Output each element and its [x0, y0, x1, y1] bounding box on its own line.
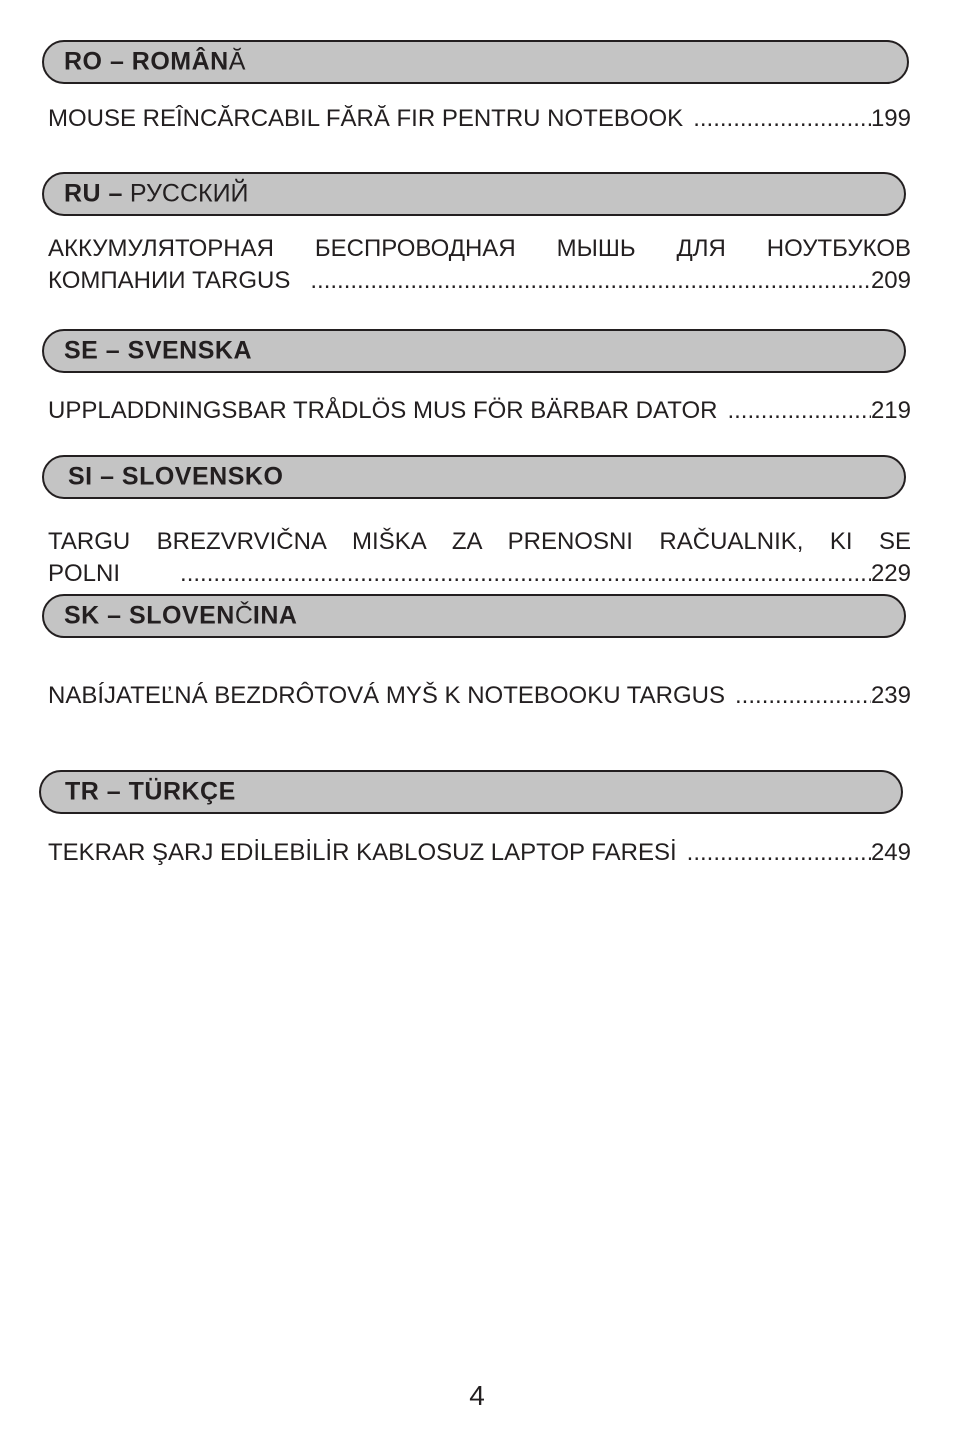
leader-dots — [310, 265, 871, 297]
toc-title-cont: POLNI — [48, 560, 121, 587]
leader-dots — [687, 837, 871, 869]
toc-page: 229 — [870, 560, 911, 587]
leader-dots — [735, 680, 871, 712]
section-header-tr — [39, 770, 903, 814]
toc-title-cont: КОМПАНИИ TARGUS — [48, 267, 291, 294]
toc-page: 239 — [870, 682, 911, 709]
toc-title: TARGU BREZVRVIČNA MIŠKA ZA PRENOSNI RAČUALNIK, KI SE — [48, 528, 911, 555]
toc-title: TEKRAR ŞARJ EDİLEBİLİR KABLOSUZ LAPTOP FARESİ — [48, 839, 677, 866]
section-code-sk-char: Č — [234, 601, 253, 630]
toc-entry-ro[interactable] — [48, 103, 911, 135]
toc-entry-sk[interactable] — [48, 680, 911, 712]
section-code-ru-name: РУССКИЙ — [122, 179, 249, 208]
toc-title: MOUSE REÎNCĂRCABIL FĂRĂ FIR PENTRU NOTEBOOK — [48, 105, 684, 132]
toc-entry-ru[interactable] — [48, 233, 911, 297]
toc-title: АККУМУЛЯТОРНАЯ БЕСПРОВОДНАЯ МЫШЬ ДЛЯ НОУТБУКОВ — [48, 235, 911, 262]
leader-dots — [180, 558, 871, 590]
section-header-ru — [42, 172, 906, 216]
leader-dots — [727, 395, 870, 427]
toc-page: 209 — [870, 267, 911, 294]
section-header-se — [42, 329, 906, 373]
section-header-ro — [42, 40, 909, 84]
section-code-sk: SK – SLOVEN — [64, 601, 235, 630]
toc-entry-tr[interactable] — [48, 837, 911, 869]
page-number: 4 — [469, 1380, 485, 1411]
section-code-sk-rest: INA — [252, 601, 298, 630]
toc-title: NABÍJATEĽNÁ BEZDRÔTOVÁ MYŠ K NOTEBOOKU TARGUS — [48, 682, 726, 709]
section-code-tr: TR – TÜRKÇE — [65, 777, 236, 806]
toc-title: UPPLADDNINGSBAR TRÅDLÖS MUS FÖR BÄRBAR DATOR — [48, 397, 718, 424]
section-header-si — [42, 455, 906, 499]
toc-entry-se[interactable] — [48, 395, 911, 427]
section-code-ro-suffix: Ă — [228, 47, 246, 76]
toc-page: 249 — [870, 839, 911, 866]
section-code-se: SE – SVENSKA — [64, 336, 253, 365]
leader-dots — [693, 103, 871, 135]
toc-page: 219 — [870, 397, 911, 424]
section-code-ro: RO – ROMÂN — [64, 47, 229, 76]
section-code-si: SI – SLOVENSKO — [68, 462, 284, 491]
toc-page: 199 — [870, 105, 911, 132]
section-code-ru: RU – — [64, 179, 123, 208]
toc-entry-si[interactable] — [48, 526, 911, 590]
section-header-sk — [42, 594, 906, 638]
